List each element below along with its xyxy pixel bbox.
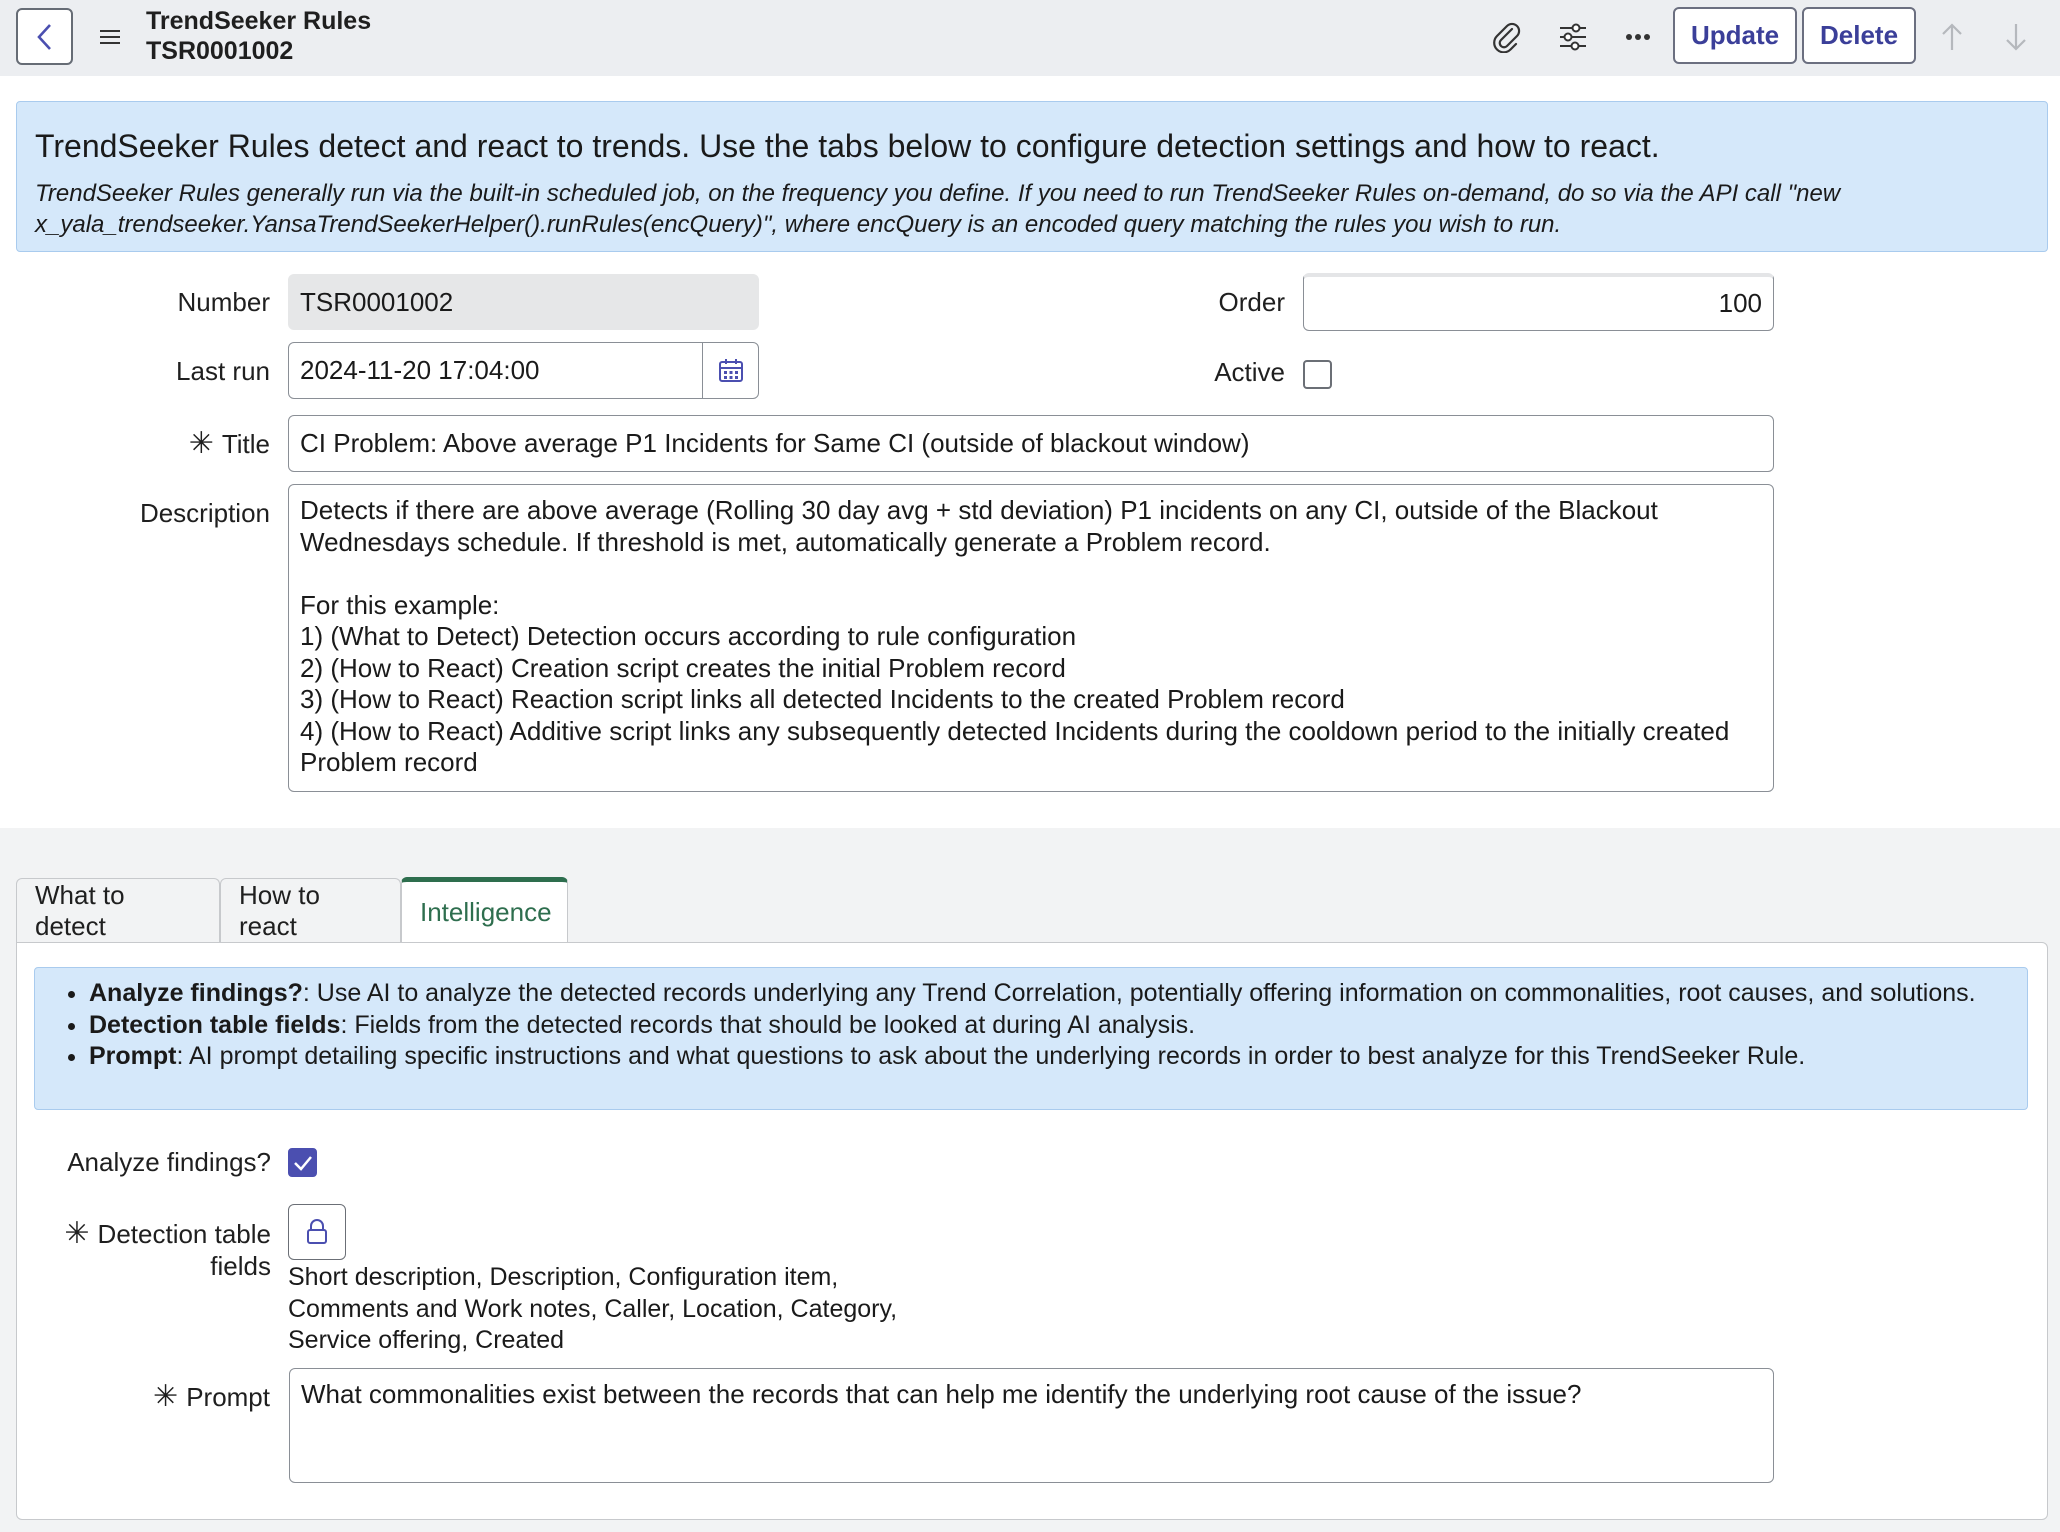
- detection-fields-label: ✳ Detection table fields: [64, 1217, 271, 1281]
- title-field[interactable]: CI Problem: Above average P1 Incidents for Same CI (outside of blackout window): [288, 415, 1774, 472]
- update-button[interactable]: Update: [1673, 7, 1797, 64]
- paperclip-icon[interactable]: [1488, 18, 1526, 56]
- tab-how-to-react[interactable]: How to react: [220, 878, 401, 943]
- number-field: TSR0001002: [288, 274, 759, 330]
- help-item-analyze: • Analyze findings?: Use AI to analyze the detected records underlying any Trend Correlation, potentially offering information on commonalities, root causes, and solutions.: [89, 978, 2027, 1010]
- lock-icon: [305, 1218, 329, 1246]
- info-note: TrendSeeker Rules generally run via the built-in scheduled job, on the frequency you define. If you need to run TrendSeeker Rules on-demand, do so via the API call "new x_yala_trendseeker.YansaTrendSeekerHelper().runRules(encQuery)", where encQuery is an encoded query matching the rules you wish to run.: [35, 180, 1841, 238]
- back-button[interactable]: [16, 8, 73, 65]
- detection-fields-value: Short description, Description, Configuration item, Comments and Work notes, Caller, Location, Category, Service offering, Created: [288, 1263, 898, 1354]
- required-asterisk-icon: ✳: [64, 1217, 90, 1250]
- help-item-prompt: • Prompt: AI prompt detailing specific instructions and what questions to ask about the underlying records in order to best analyze for this TrendSeeker Rule.: [89, 1041, 2027, 1073]
- analyze-findings-label: Analyze findings?: [67, 1147, 271, 1177]
- active-label: Active: [1214, 357, 1285, 387]
- checkmark-icon: [293, 1154, 313, 1172]
- required-asterisk-icon: ✳: [188, 427, 214, 460]
- prompt-label: ✳ Prompt: [153, 1380, 270, 1413]
- help-item-detection-fields: • Detection table fields: Fields from the detected records that should be looked at during AI analysis.: [89, 1010, 2027, 1042]
- description-textarea[interactable]: Detects if there are above average (Rolling 30 day avg + std deviation) P1 incidents on any CI, outside of the Blackout Wednesdays schedule. If threshold is met, automatically generate a Problem record. For this example: 1) (What to Detect) Detection occurs according to rule configuration 2) (How to React) Creation script creates the initial Problem record 3) (How to React) Reaction script links all detected Incidents to the created Problem record 4) (How to React) Additive script links any subsequently detected Incidents during the cooldown period to the initially created Problem record: [288, 484, 1774, 792]
- analyze-findings-checkbox[interactable]: [288, 1148, 317, 1177]
- header-title-block: [146, 6, 371, 66]
- arrow-down-icon[interactable]: [1997, 18, 2035, 56]
- required-asterisk-icon: ✳: [153, 1380, 179, 1413]
- number-label: Number: [177, 287, 270, 317]
- header-record-id: TSR0001002: [146, 37, 294, 65]
- help-list: [89, 978, 2027, 1073]
- info-heading: TrendSeeker Rules detect and react to trends. Use the tabs below to configure detection settings and how to react.: [35, 128, 1660, 164]
- prompt-textarea[interactable]: What commonalities exist between the records that can help me identify the underlying root cause of the issue?: [289, 1368, 1774, 1483]
- active-checkbox[interactable]: [1303, 360, 1332, 389]
- tab-what-to-detect[interactable]: What to detect: [16, 878, 220, 943]
- more-options-icon[interactable]: [1619, 18, 1657, 56]
- calendar-button[interactable]: [702, 342, 759, 399]
- settings-sliders-icon[interactable]: [1554, 18, 1592, 56]
- chevron-left-icon: [34, 22, 56, 52]
- order-label: Order: [1218, 287, 1285, 317]
- tab-intelligence[interactable]: Intelligence: [401, 877, 568, 943]
- header-title: TrendSeeker Rules: [146, 7, 372, 35]
- calendar-icon: [718, 358, 744, 384]
- unlock-fields-button[interactable]: [288, 1204, 346, 1260]
- order-field[interactable]: 100: [1303, 273, 1774, 331]
- info-banner: [16, 101, 2048, 252]
- form-header: [0, 0, 2060, 76]
- hamburger-menu-icon[interactable]: [98, 22, 122, 52]
- arrow-up-icon[interactable]: [1933, 18, 1971, 56]
- last-run-label: Last run: [176, 356, 270, 386]
- title-label: ✳ Title: [188, 427, 270, 460]
- last-run-field[interactable]: 2024-11-20 17:04:00: [288, 342, 704, 399]
- description-label: Description: [139, 498, 270, 528]
- intelligence-help-box: [34, 967, 2028, 1110]
- delete-button[interactable]: Delete: [1802, 7, 1916, 64]
